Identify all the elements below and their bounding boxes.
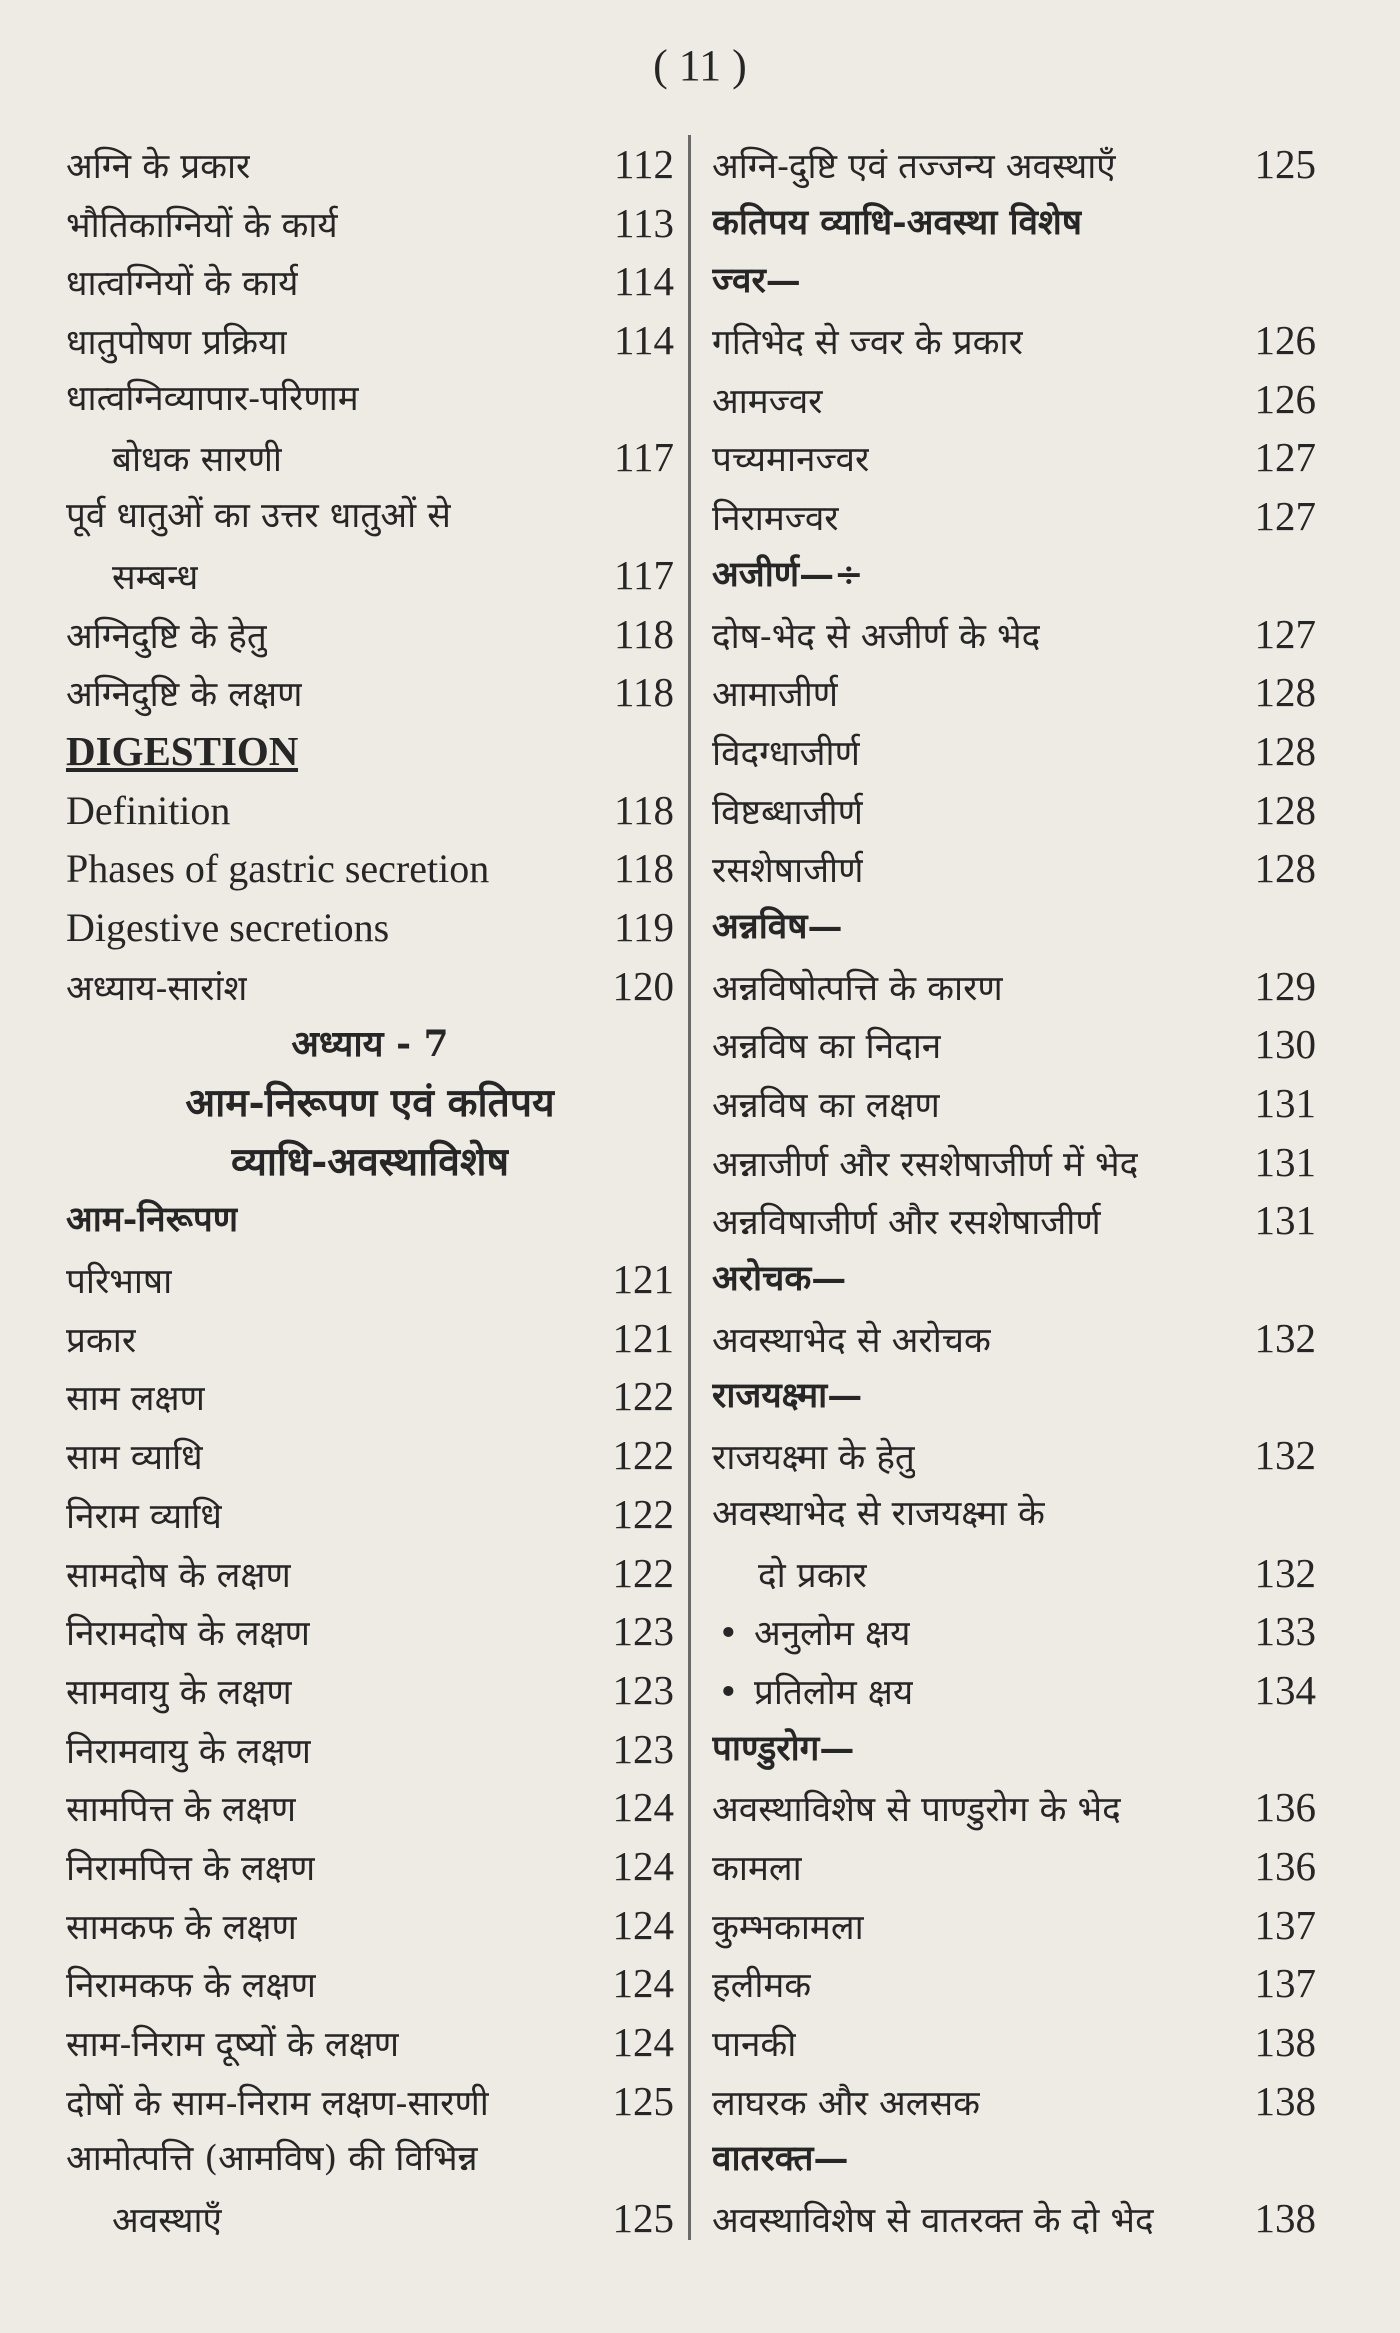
toc-entry [712,781,1316,840]
entry-page: 128 [1254,786,1316,833]
toc-entry [66,487,674,546]
entry-page: 132 [1254,1432,1316,1479]
toc-entry [712,1309,1316,1368]
toc-entry [66,2130,674,2189]
toc-entry [66,898,674,957]
entry-title: सामवायु के लक्षण [66,1672,292,1713]
entry-title: बोधक सारणी [112,440,282,481]
toc-entry-bulleted [712,1602,1316,1661]
chapter-title: आम-निरूपण एवं कतिपय [185,1080,555,1126]
entry-title: धातुपोषण प्रक्रिया [66,323,288,364]
entry-title: कामला [712,1848,802,1889]
toc-entry [712,1426,1316,1485]
entry-title: निरामपित्त के लक्षण [66,1848,316,1889]
entry-page: 125 [612,2195,674,2242]
toc-entry [712,1133,1316,1192]
section-heading: पाण्डुरोग— [712,1727,855,1769]
entry-title: अन्नाजीर्ण और रसशेषाजीर्ण में भेद [712,1144,1139,1185]
entry-title: साम व्याधि [66,1438,203,1479]
entry-title: अवस्थाविशेष से वातरक्त के दो भेद [712,2201,1154,2242]
entry-title: सामकफ के लक्षण [66,1907,297,1948]
entry-title: अग्निदुष्टि के लक्षण [66,675,303,716]
toc-entry-continuation [66,546,674,605]
section-heading-panduroga [712,1720,1316,1779]
entry-page: 117 [614,551,674,598]
section-heading: कतिपय व्याधि-अवस्था विशेष [712,201,1082,243]
entry-page: 131 [1254,1138,1316,1185]
entry-title: विदग्धाजीर्ण [712,733,860,774]
entry-title: कुम्भकामला [712,1907,864,1948]
entry-page: 127 [1254,493,1316,540]
entry-title: दो प्रकार [758,1555,867,1596]
entry-title: अन्नविषाजीर्ण और रसशेषाजीर्ण [712,1203,1101,1244]
entry-title: अवस्थाभेद से अरोचक [712,1320,991,1361]
entry-page: 121 [612,1256,674,1303]
entry-page: 138 [1254,2077,1316,2124]
entry-page: 122 [612,1432,674,1479]
entry-title: पानकी [712,2025,797,2065]
chapter-title-line-1 [66,1074,674,1133]
chapter-label: अध्याय - 7 [291,1023,449,1066]
entry-title: सम्बन्ध [112,557,199,598]
toc-entry [712,428,1316,487]
entry-page: 128 [1254,845,1316,892]
toc-entry [712,2013,1316,2072]
chapter-title: व्याधि-अवस्थाविशेष [230,1138,510,1185]
entry-title: Digestive secretions [66,904,390,950]
entry-title: अन्नविषोत्पत्ति के कारण [712,968,1003,1009]
toc-entry [712,1015,1316,1074]
entry-page: 128 [1254,669,1316,716]
entry-page: 138 [1254,2195,1316,2242]
entry-page: 114 [614,258,674,305]
entry-page: 122 [612,1490,674,1537]
toc-entry [66,781,674,840]
toc-entry [712,487,1316,546]
section-heading: अन्नविष— [712,905,843,947]
toc-entry [712,135,1316,194]
entry-page: 130 [1254,1021,1316,1068]
section-heading-rajyakshma [712,1367,1316,1426]
entry-title: धात्वग्निव्यापार-परिणाम [66,378,359,419]
entry-title: पच्यमानज्वर [712,440,870,481]
entry-page: 118 [614,786,674,833]
toc-entry [66,1426,674,1485]
entry-page: 136 [1254,1842,1316,1889]
entry-page: 124 [612,1842,674,1889]
entry-title: आमाजीर्ण [712,675,839,716]
section-heading-arochak [712,1250,1316,1309]
toc-entry [66,663,674,722]
toc-entry-continuation [66,2189,674,2248]
toc-entry [66,1367,674,1426]
toc-entry [66,1954,674,2013]
section-heading-aam-nirupan [66,1191,674,1250]
toc-entry [66,957,674,1016]
right-column [712,135,1316,2248]
entry-title: अवस्थाएँ [112,2201,222,2242]
entry-title: अध्याय-सारांश [66,968,248,1009]
entry-page: 113 [614,199,674,246]
section-heading: वातरक्त— [712,2138,849,2180]
entry-page: 112 [614,141,674,187]
toc-entry [712,1074,1316,1133]
entry-page: 137 [1254,1901,1316,1948]
entry-title: पूर्व धातुओं का उत्तर धातुओं से [66,496,451,537]
section-heading: अरोचक— [712,1258,847,1300]
entry-title: साम लक्षण [66,1379,205,1420]
entry-page: 124 [612,1901,674,1948]
entry-title: सामपित्त के लक्षण [66,1790,297,1831]
entry-title: परिभाषा [66,1262,173,1303]
entry-page: 125 [1254,141,1316,187]
toc-entry [66,1602,674,1661]
section-heading: आम-निरूपण [66,1199,239,1241]
left-column [66,135,674,2248]
toc-entry [712,1778,1316,1837]
section-heading-vatarakta [712,2130,1316,2189]
section-heading-ajirna [712,546,1316,605]
toc-entry [66,1720,674,1779]
toc-entry [712,311,1316,370]
section-heading-digestion [66,722,674,781]
toc-entry [712,1954,1316,2013]
bullet-icon: • [718,1614,739,1655]
entry-page: 129 [1254,962,1316,1009]
section-heading-jwar [712,252,1316,311]
entry-title: अवस्थाभेद से राजयक्ष्मा के [712,1493,1045,1534]
toc-entry [66,1896,674,1955]
entry-page: 131 [1254,1197,1316,1244]
entry-page: 119 [614,903,674,950]
toc-entry [66,370,674,429]
entry-title: अग्नि के प्रकार [66,147,251,187]
toc-entry [66,194,674,253]
toc-entry [66,1485,674,1544]
entry-title: रसशेषाजीर्ण [712,851,864,892]
toc-entry [66,1544,674,1603]
toc-entry [712,1837,1316,1896]
toc-entry [66,2013,674,2072]
section-heading: अजीर्ण—÷ [712,553,864,595]
entry-title: विष्टब्धाजीर्ण [712,792,863,833]
toc-entry [66,1309,674,1368]
toc-entry-continuation [712,1544,1316,1603]
entry-title: निरामज्वर [712,499,839,540]
entry-title: दोषों के साम-निराम लक्षण-सारणी [66,2083,489,2124]
entry-page: 126 [1254,317,1316,364]
entry-page: 117 [614,434,674,481]
entry-title: निरामकफ के लक्षण [66,1966,316,2007]
entry-page: 122 [612,1549,674,1596]
entry-page: 114 [614,317,674,364]
toc-entry [66,1778,674,1837]
entry-title: अन्नविष का निदान [712,1027,942,1068]
toc-entry [66,135,674,194]
entry-page: 121 [612,1314,674,1361]
chapter-number [66,1015,674,1074]
entry-page: 124 [612,2019,674,2065]
entry-page: 127 [1254,610,1316,657]
entry-title: प्रतिलोम क्षय [754,1672,914,1713]
chapter-title-line-2 [66,1133,674,1192]
toc-entry [66,1661,674,1720]
toc-entry [66,1250,674,1309]
toc-entry [66,605,674,664]
entry-page: 131 [1254,1080,1316,1126]
toc-entry [712,1485,1316,1544]
entry-page: 122 [612,1373,674,1420]
toc-entry-bulleted [712,1661,1316,1720]
entry-page: 123 [612,1666,674,1713]
toc-entry [66,1837,674,1896]
toc-entry [712,2072,1316,2131]
entry-page: 123 [612,1725,674,1772]
entry-title: आमोत्पत्ति (आमविष) की विभिन्न [66,2139,478,2180]
toc-entry [712,605,1316,664]
entry-page: 132 [1254,1549,1316,1596]
entry-page: 126 [1254,375,1316,422]
entry-title: गतिभेद से ज्वर के प्रकार [712,323,1023,364]
entry-page: 118 [614,610,674,657]
entry-title: अग्नि-दुष्टि एवं तज्जन्य अवस्थाएँ [712,147,1116,187]
entry-title: आमज्वर [712,381,823,422]
entry-title: Phases of gastric secretion [66,846,490,892]
toc-entry [712,2189,1316,2248]
section-heading: DIGESTION [66,727,299,774]
entry-title: भौतिकाग्नियों के कार्य [66,205,338,246]
toc-entry [712,957,1316,1016]
entry-title: दोष-भेद से अजीर्ण के भेद [712,616,1041,657]
toc-entry-continuation [66,428,674,487]
entry-page: 120 [612,962,674,1009]
entry-page: 128 [1254,727,1316,774]
section-heading: राजयक्ष्मा— [712,1375,863,1417]
toc-entry [66,2072,674,2131]
entry-page: 132 [1254,1314,1316,1361]
toc-entry [712,663,1316,722]
entry-title: अवस्थाविशेष से पाण्डुरोग के भेद [712,1790,1121,1831]
section-heading: ज्वर— [712,260,801,302]
entry-title: Definition [66,787,231,833]
entry-title: अनुलोम क्षय [754,1614,911,1655]
section-heading-vyadhi-avastha [712,194,1316,253]
entry-title: राजयक्ष्मा के हेतु [712,1438,915,1479]
entry-page: 127 [1254,434,1316,481]
entry-page: 123 [612,1608,674,1655]
entry-title: निराम व्याधि [66,1496,222,1537]
entry-title: अग्निदुष्टि के हेतु [66,616,267,657]
toc-entry [712,370,1316,429]
entry-title: लाघरक और अलसक [712,2083,981,2124]
entry-title: हलीमक [712,1966,812,2007]
entry-title: निरामवायु के लक्षण [66,1731,311,1772]
entry-page: 124 [612,1784,674,1831]
entry-page: 118 [614,669,674,716]
entry-title: प्रकार [66,1320,137,1361]
entry-page: 125 [612,2077,674,2124]
page-number: ( 11 ) [653,41,747,90]
entry-page: 118 [614,845,674,892]
toc-entry [712,1191,1316,1250]
section-heading-annavisha [712,898,1316,957]
toc-entry [66,311,674,370]
bullet-icon: • [718,1672,739,1713]
entry-page: 134 [1254,1666,1316,1713]
entry-page: 136 [1254,1784,1316,1831]
entry-page: 137 [1254,1960,1316,2007]
entry-title: साम-निराम दूष्यों के लक्षण [66,2025,400,2065]
entry-page: 124 [612,1960,674,2007]
toc-entry [66,839,674,898]
toc-entry [712,839,1316,898]
entry-page: 133 [1254,1608,1316,1655]
toc-entry [712,722,1316,781]
entry-title: निरामदोष के लक्षण [66,1614,310,1655]
toc-entry [66,252,674,311]
entry-title: अन्नविष का लक्षण [712,1086,940,1126]
entry-title: सामदोष के लक्षण [66,1555,291,1596]
entry-title: धात्वग्नियों के कार्य [66,264,299,305]
toc-entry [712,1896,1316,1955]
entry-page: 138 [1254,2019,1316,2065]
column-divider [688,135,691,2240]
